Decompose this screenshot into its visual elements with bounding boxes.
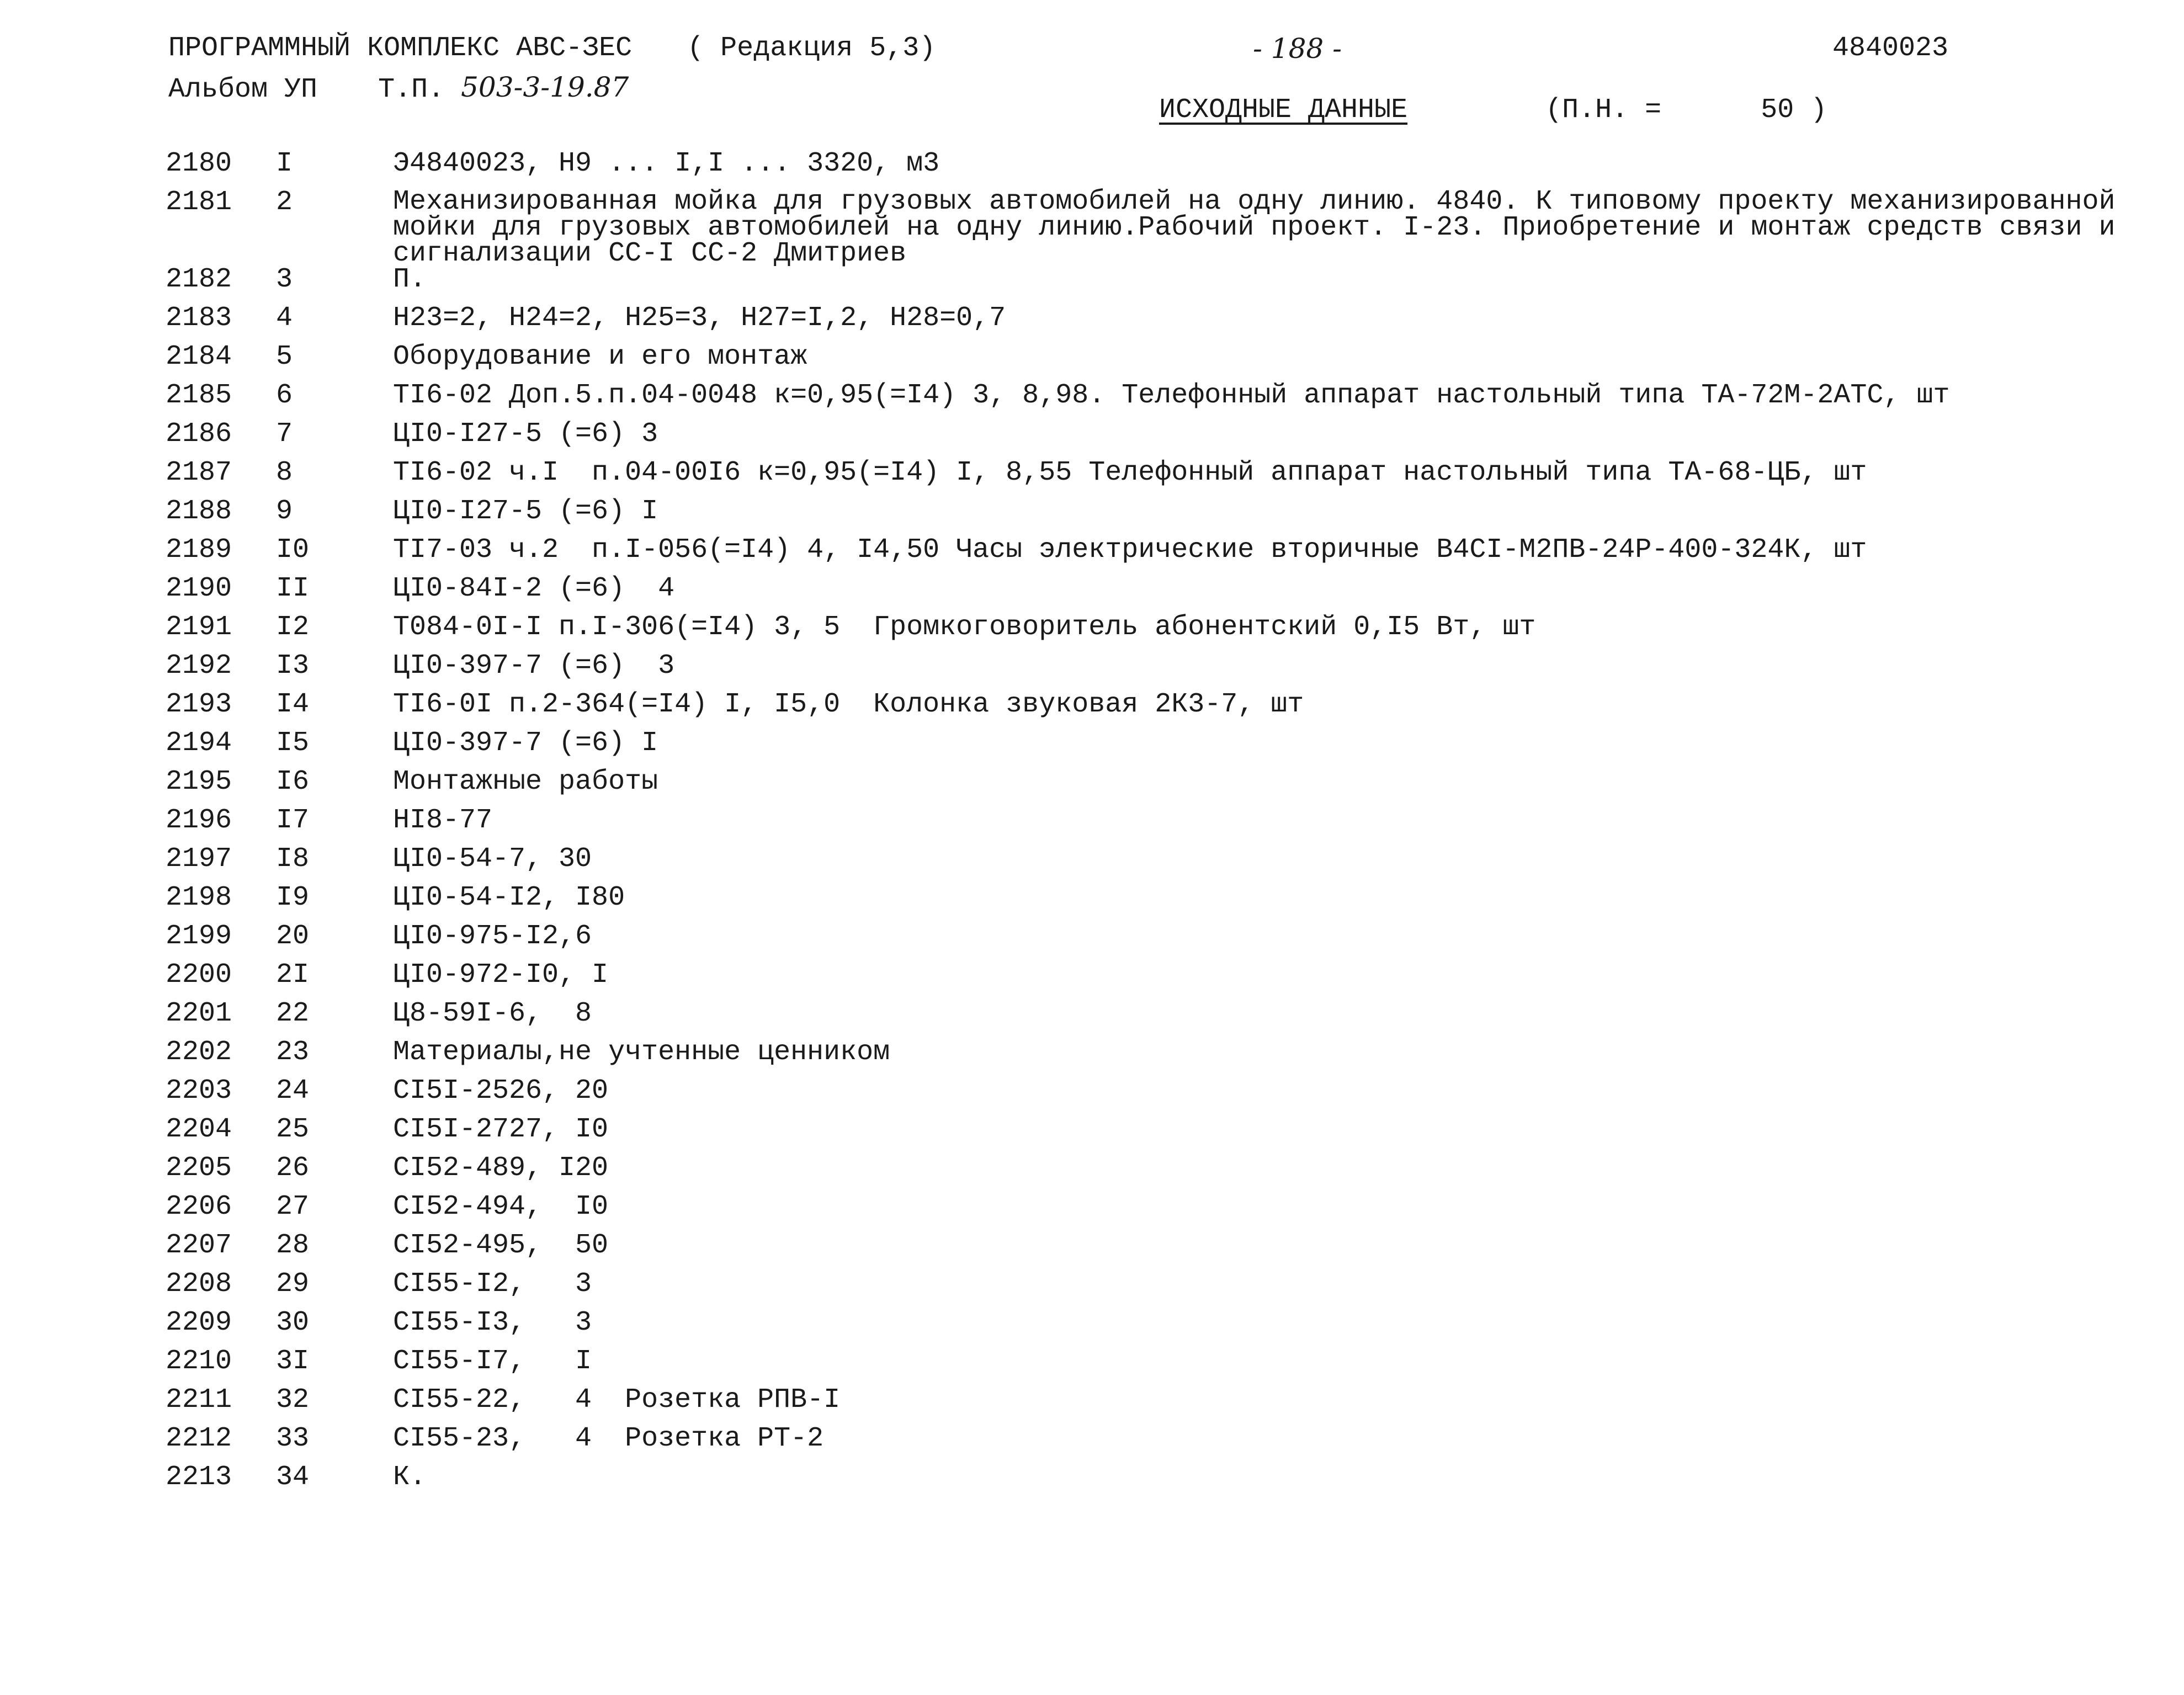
row-text: Т084-0I-I п.I-306(=I4) 3, 5 Громкоговоритель абонентский 0,I5 Вт, шт — [393, 612, 1536, 643]
row-index: 6 — [276, 380, 293, 411]
row-text: ТI6-02 ч.I п.04-00I6 к=0,95(=I4) I, 8,55 Телефонный аппарат настольный типа ТА-68-ЦБ, шт — [393, 457, 1867, 488]
row-number: 2191 — [166, 612, 232, 643]
list-item — [166, 1188, 2164, 1226]
pn-value: 50 ) — [1761, 94, 1827, 126]
row-text: НI8-77 — [393, 805, 493, 836]
row-number: 2185 — [166, 380, 232, 411]
album-label: Альбом УП — [168, 74, 318, 105]
list-item — [166, 1110, 2164, 1149]
row-text: ЦI0-I27-5 (=6) 3 — [393, 418, 658, 450]
list-item — [166, 917, 2164, 956]
row-number: 2193 — [166, 689, 232, 720]
row-text: СI52-494, I0 — [393, 1191, 609, 1223]
list-item — [166, 879, 2164, 917]
list-item — [166, 724, 2164, 763]
row-number: 2198 — [166, 882, 232, 913]
row-index: I5 — [276, 727, 310, 759]
row-number: 2212 — [166, 1423, 232, 1454]
row-number: 2208 — [166, 1268, 232, 1300]
row-index: 2I — [276, 959, 310, 991]
row-index: I — [276, 148, 293, 179]
row-index: I3 — [276, 650, 310, 682]
row-number: 2188 — [166, 496, 232, 527]
row-index: I7 — [276, 805, 310, 836]
row-text: К. — [393, 1462, 427, 1493]
list-item — [166, 1033, 2164, 1072]
tp-label: Т.П. — [378, 74, 445, 105]
row-text: Оборудование и его монтаж — [393, 341, 807, 373]
row-text: СI5I-2526, 20 — [393, 1075, 609, 1107]
row-text: ЦI0-54-I2, I80 — [393, 882, 625, 913]
row-number: 2213 — [166, 1462, 232, 1493]
row-text: СI52-489, I20 — [393, 1152, 609, 1184]
row-number: 2211 — [166, 1384, 232, 1416]
list-item — [166, 1342, 2164, 1381]
row-number: 2210 — [166, 1346, 232, 1377]
list-item — [166, 763, 2164, 801]
header-line-1 — [168, 32, 936, 65]
list-item — [166, 570, 2164, 608]
list-item — [166, 376, 2164, 415]
row-number: 2195 — [166, 766, 232, 798]
tp-number: 503-3-19.87 — [461, 71, 629, 103]
row-number: 2199 — [166, 921, 232, 952]
row-index: 22 — [276, 998, 310, 1029]
row-text: СI5I-2727, I0 — [393, 1114, 609, 1145]
row-number: 2206 — [166, 1191, 232, 1223]
program-name: ПРОГРАММНЫЙ КОМПЛЕКС АВС-ЗЕС — [168, 33, 633, 64]
list-item — [166, 1381, 2164, 1420]
row-text: СI52-495, 50 — [393, 1230, 609, 1261]
row-text: ЦI0-397-7 (=6) I — [393, 727, 658, 759]
list-item — [166, 454, 2164, 492]
row-number: 2183 — [166, 302, 232, 334]
list-item — [166, 608, 2164, 647]
row-number: 2201 — [166, 998, 232, 1029]
row-text: Н23=2, Н24=2, Н25=3, Н27=I,2, Н28=0,7 — [393, 302, 1006, 334]
row-index: 20 — [276, 921, 310, 952]
row-number: 2184 — [166, 341, 232, 373]
list-item — [166, 261, 2164, 299]
row-number: 2186 — [166, 418, 232, 450]
list-item — [166, 1420, 2164, 1458]
row-text: СI55-22, 4 Розетка РПВ-I — [393, 1384, 841, 1416]
list-item — [166, 1072, 2164, 1110]
row-text: ЦI0-975-I2,6 — [393, 921, 592, 952]
row-text: СI55-I3, 3 — [393, 1307, 592, 1338]
pn-label: (П.Н. = — [1545, 94, 1662, 126]
row-text: Механизированная мойка для грузовых автомобилей на одну линию. 4840. К типовому проекту механизированной мойки для грузовых автомобилей на одну линию.Рабочий проект. I-23. Приобретение и монтаж средств связи и сигнализации СС-I СС-2 Дмитриев — [393, 186, 2132, 269]
list-item — [166, 492, 2164, 531]
row-index: 25 — [276, 1114, 310, 1145]
row-number: 2200 — [166, 959, 232, 991]
row-number: 2192 — [166, 650, 232, 682]
list-item — [166, 1458, 2164, 1497]
list-item — [166, 415, 2164, 454]
row-index: I4 — [276, 689, 310, 720]
row-text: ЦI0-397-7 (=6) 3 — [393, 650, 675, 682]
row-number: 2205 — [166, 1152, 232, 1184]
section-title: ИСХОДНЫЕ ДАННЫЕ — [1159, 94, 1408, 126]
row-index: 23 — [276, 1037, 310, 1068]
row-index: 5 — [276, 341, 293, 373]
list-item — [166, 801, 2164, 840]
row-index: 3 — [276, 264, 293, 295]
row-text: СI55-I2, 3 — [393, 1268, 592, 1300]
row-number: 2204 — [166, 1114, 232, 1145]
row-text: ЦI0-972-I0, I — [393, 959, 609, 991]
row-number: 2209 — [166, 1307, 232, 1338]
data-list — [166, 145, 2164, 1497]
list-item — [166, 183, 2164, 269]
row-index: 30 — [276, 1307, 310, 1338]
list-item — [166, 1226, 2164, 1265]
row-number: 2187 — [166, 457, 232, 488]
list-item — [166, 956, 2164, 995]
row-index: I9 — [276, 882, 310, 913]
row-text: ТI7-03 ч.2 п.I-056(=I4) 4, I4,50 Часы электрические вторичные В4СI-М2ПВ-24Р-400-324К, шт — [393, 534, 1867, 566]
row-index: 33 — [276, 1423, 310, 1454]
row-index: 3I — [276, 1346, 310, 1377]
edition-label: ( Редакция 5,3) — [687, 33, 936, 64]
list-item — [166, 647, 2164, 686]
row-index: 34 — [276, 1462, 310, 1493]
document-code: 4840023 — [1832, 33, 1949, 64]
row-index: 29 — [276, 1268, 310, 1300]
list-item — [166, 338, 2164, 376]
row-index: 4 — [276, 302, 293, 334]
row-number: 2180 — [166, 148, 232, 179]
header-line-2 — [168, 71, 629, 107]
row-number: 2194 — [166, 727, 232, 759]
list-item — [166, 1265, 2164, 1304]
list-item — [166, 1304, 2164, 1342]
list-item — [166, 995, 2164, 1033]
row-number: 2207 — [166, 1230, 232, 1261]
row-index: 26 — [276, 1152, 310, 1184]
row-text: СI55-I7, I — [393, 1346, 592, 1377]
row-number: 2190 — [166, 573, 232, 604]
row-text: Монтажные работы — [393, 766, 658, 798]
row-index: 27 — [276, 1191, 310, 1223]
page-number: - 188 - — [1253, 33, 1342, 65]
list-item — [166, 145, 2164, 183]
list-item — [166, 686, 2164, 724]
row-text: Э4840023, Н9 ... I,I ... 3320, м3 — [393, 148, 940, 179]
list-item — [166, 1149, 2164, 1188]
row-text: Материалы,не учтенные ценником — [393, 1037, 890, 1068]
row-number: 2202 — [166, 1037, 232, 1068]
row-index: 32 — [276, 1384, 310, 1416]
row-text: Ц8-59I-6, 8 — [393, 998, 592, 1029]
row-index: I8 — [276, 843, 310, 875]
row-index: 2 — [276, 187, 293, 218]
row-index: II — [276, 573, 310, 604]
row-number: 2182 — [166, 264, 232, 295]
row-number: 2203 — [166, 1075, 232, 1107]
row-text: П. — [393, 264, 427, 295]
row-number: 2196 — [166, 805, 232, 836]
row-index: I6 — [276, 766, 310, 798]
row-index: 7 — [276, 418, 293, 450]
row-index: I0 — [276, 534, 310, 566]
row-text: СI55-23, 4 Розетка РТ-2 — [393, 1423, 824, 1454]
section-title-line — [1159, 94, 1827, 127]
row-text: ЦI0-I27-5 (=6) I — [393, 496, 658, 527]
list-item — [166, 840, 2164, 879]
row-index: 8 — [276, 457, 293, 488]
row-number: 2197 — [166, 843, 232, 875]
row-index: 24 — [276, 1075, 310, 1107]
row-text: ЦI0-84I-2 (=6) 4 — [393, 573, 675, 604]
row-index: I2 — [276, 612, 310, 643]
row-index: 28 — [276, 1230, 310, 1261]
row-index: 9 — [276, 496, 293, 527]
row-text: ТI6-02 Доп.5.п.04-0048 к=0,95(=I4) 3, 8,98. Телефонный аппарат настольный типа ТА-72М-2АТС, шт — [393, 380, 1950, 411]
row-number: 2189 — [166, 534, 232, 566]
list-item — [166, 531, 2164, 570]
list-item — [166, 299, 2164, 338]
row-text: ЦI0-54-7, 30 — [393, 843, 592, 875]
row-text: ТI6-0I п.2-364(=I4) I, I5,0 Колонка звуковая 2К3-7, шт — [393, 689, 1304, 720]
row-number: 2181 — [166, 187, 232, 218]
